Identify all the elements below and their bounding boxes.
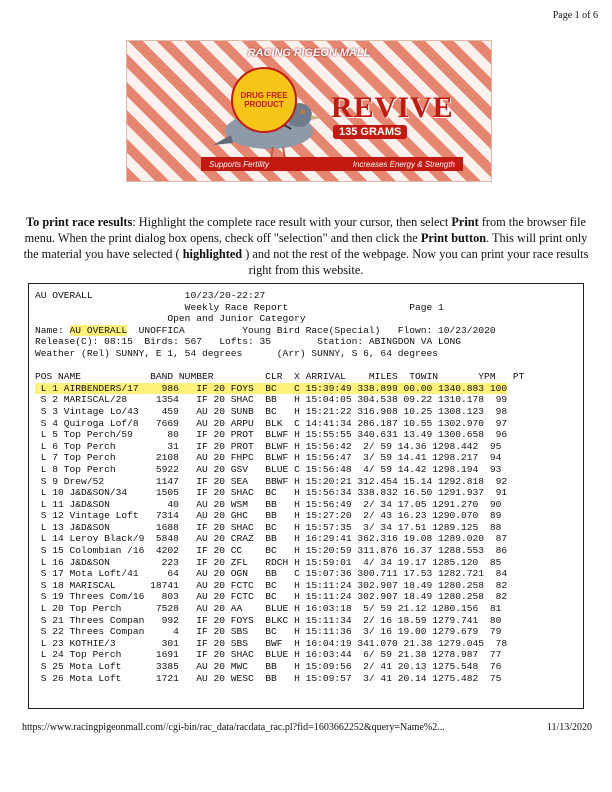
instructions-text: . This will print only the material you have selected ( — [23, 231, 588, 261]
results-row: L 14 Leroy Black/9 5848 AU 20 CRAZ BB H 16:29:41 362.316 19.08 1289.020 87 — [35, 533, 508, 545]
results-row: L 8 Top Perch 5922 AU 20 GSV BLUE C 15:56:48 4/ 59 14.42 1298.194 93 — [35, 463, 502, 475]
report-category-line: Open and Junior Category — [35, 313, 306, 325]
instructions-highlighted-word: highlighted — [182, 247, 243, 261]
print-footer — [22, 722, 592, 733]
report-name-label: Name: — [35, 324, 70, 336]
instructions-print-button-word: Print button — [420, 231, 487, 245]
instructions-text: ) and not the rest of the webpage. Now you can print your race results right from this website. — [242, 247, 589, 277]
results-row: L 11 J&D&SON 40 AU 20 WSM BB H 15:56:49 2/ 34 17.05 1291.270 90 — [35, 498, 502, 510]
instructions-lead: To print race results — [26, 215, 133, 229]
results-row: L 5 Top Perch/59 80 IF 20 PROT BLWF H 15:55:55 340.631 13.49 1300.658 96 — [35, 429, 508, 441]
results-row: S 26 Mota Loft 1721 AU 20 WESC BB H 15:09:57 3/ 41 20.14 1275.482 75 — [35, 672, 502, 684]
page-indicator: Page 1 of 6 — [552, 10, 598, 21]
instructions-text: from the browser file menu. When the print dialog box opens, check off "selection" and then click the — [24, 215, 586, 245]
results-column-headers: POS NAME BAND NUMBER CLR X ARRIVAL MILES TOWIN YPM PT — [35, 371, 525, 383]
report-subtitle-line: Weekly Race Report Page 1 — [35, 301, 444, 313]
report-name-rest: UNOFFICA Young Bird Race(Special) Flown: 10/23/2020 — [127, 324, 496, 336]
results-row: L 1 AIRBENDERS/17 986 IF 20 FOYS BC C 15:39:49 338.899 00.00 1340.883 100 — [35, 382, 508, 394]
claim-right: Increases Energy & Strength — [352, 159, 455, 169]
results-row: S 21 Threes Compan 992 IF 20 FOYS BLKC H 15:11:34 2/ 16 18.59 1279.741 80 — [35, 614, 502, 626]
results-row: S 15 Colombian /16 4202 IF 20 CC BC H 15:20:59 311.876 16.37 1288.553 86 — [35, 545, 508, 557]
results-row: S 18 MARISCAL 18741 AU 20 FCTC BC H 15:11:24 302.907 18.49 1280.258 82 — [35, 579, 508, 591]
results-row: S 17 Mota Loft/41 64 AU 20 OGN BB C 15:07:36 300.711 17.53 1282.721 84 — [35, 568, 508, 580]
race-report — [28, 283, 584, 709]
results-row: L 13 J&D&SON 1688 IF 20 SHAC BC H 15:57:35 3/ 34 17.51 1289.125 88 — [35, 521, 502, 533]
report-header-block — [29, 284, 583, 383]
results-row: S 4 Quiroga Lof/8 7669 AU 20 ARPU BLK C 14:41:34 286.187 10.55 1302.970 97 — [35, 417, 508, 429]
drug-free-badge: DRUG FREE PRODUCT — [231, 67, 297, 133]
results-row: S 3 Vintage Lo/43 459 AU 20 SUNB BC H 15:21:22 316.908 10.25 1308.123 98 — [35, 405, 508, 417]
report-release-line: Release(C): 08:15 Birds: 567 Lofts: 35 Station: ABINGDON VA LONG — [35, 336, 462, 348]
report-weather-line: Weather (Rel) SUNNY, E 1, 54 degrees (Arr) SUNNY, S 6, 64 degrees — [35, 347, 439, 359]
results-row: S 25 Mota Loft 3385 AU 20 MWC BB H 15:09:56 2/ 41 20.13 1275.548 76 — [35, 661, 502, 672]
instructions-text: : Highlight the complete race result with your cursor, then select — [132, 215, 452, 229]
banner-brand: RACING PIGEON MALL — [247, 47, 371, 59]
report-name-value: AU OVERALL — [69, 324, 128, 336]
revive-ad-banner[interactable] — [126, 40, 492, 182]
results-row: S 19 Threes Com/16 803 AU 20 FCTC BC H 15:11:24 302.907 18.49 1280.258 82 — [35, 591, 508, 603]
results-row: L 23 KOTHIE/3 301 IF 20 SBS BWF H 16:04:19 341.070 21.38 1279.045 78 — [35, 637, 508, 649]
print-instructions — [16, 214, 596, 278]
claim-left: Supports Fertility — [209, 159, 270, 169]
results-row: L 6 Top Perch 31 IF 20 PROT BLWF H 15:56:42 2/ 59 14.36 1298.442 95 — [35, 440, 502, 452]
instructions-print-word: Print — [451, 215, 479, 229]
results-row: L 20 Top Perch 7528 AU 20 AA BLUE H 16:03:18 5/ 59 21.12 1280.156 81 — [35, 603, 502, 615]
results-row: S 9 Drew/52 1147 IF 20 SEA BBWF H 15:20:21 312.454 15.14 1292.818 92 — [35, 475, 508, 487]
results-row: L 7 Top Perch 2108 AU 20 FHPC BLWF H 15:56:47 3/ 59 14.41 1298.217 94 — [35, 452, 502, 464]
report-title-line: AU OVERALL 10/23/20-22:27 — [35, 290, 266, 301]
footer-url[interactable]: https://www.racingpigeonmall.com//cgi-bin/rac_data/racdata_rac.pl?fid=1603662252&query=Name%2... — [22, 722, 445, 733]
results-row: L 24 Top Perch 1691 IF 20 SHAC BLUE H 16:03:44 6/ 59 21.38 1278.987 77 — [35, 649, 502, 661]
results-row: S 2 MARISCAL/28 1354 IF 20 SHAC BB H 15:04:05 304.538 09.22 1310.178 99 — [35, 394, 508, 406]
product-name: REVIVE — [331, 91, 454, 124]
results-row: S 12 Vintage Loft 7314 AU 20 GHC BB H 15:27:20 2/ 43 16.23 1290.070 89 — [35, 510, 502, 522]
footer-date: 11/13/2020 — [546, 722, 592, 733]
product-weight: 135 GRAMS — [333, 125, 407, 139]
results-row: L 16 J&D&SON 223 IF 20 ZFL RDCH H 15:59:01 4/ 34 19.17 1285.120 85 — [35, 556, 502, 568]
claims-strip — [201, 157, 463, 171]
results-row: L 10 J&D&SON/34 1505 IF 20 SHAC BC H 15:56:34 338.832 16.50 1291.937 91 — [35, 487, 508, 499]
results-row: S 22 Threes Compan 4 IF 20 SBS BC H 15:11:36 3/ 16 19.00 1279.679 79 — [35, 626, 502, 638]
results-rows — [29, 383, 583, 684]
